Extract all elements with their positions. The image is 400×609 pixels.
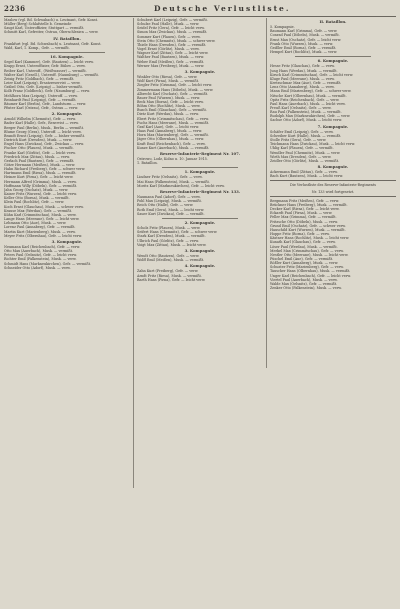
casualty-entry: Ernst Max (Oschatz), Gefr. — leicht verw. — [270, 37, 342, 42]
casualty-entry: Uhlig Karl (Plauen), Gefr. — vermißt. — [270, 146, 334, 151]
casualty-entry: Werner Max (Freiberg), Musk. — verw. — [137, 63, 205, 68]
casualty-entry: Lindner Fritz (Oelsnitz), Gefr. — verw. — [137, 175, 203, 180]
section-heading: 1. Kompagnie. — [184, 169, 216, 175]
casualty-entry: Graf Karl (Aue), Gefr. — leicht verw. — [137, 124, 200, 129]
casualty-entry: Lange Hans (Meerane), Gefr. — leicht verw. — [4, 217, 80, 222]
column-2 — [137, 18, 263, 282]
casualty-entry: Leier Karl (Leipzig), Ersatzreservist — verw. — [4, 81, 81, 86]
casualty-entry: Stein Otto (Chemnitz), Musk. — schwer verw. — [137, 38, 216, 43]
casualty-entry: Kirsch Karl (Crimmitschau), Gefr. — leicht verw. — [270, 72, 354, 77]
casualty-entry: Friedrich Max (Zittau), Musk. — verw. — [4, 154, 70, 159]
casualty-entry: Ackermann Emil (Zittau), Gefr. — verw. — [270, 170, 338, 175]
casualty-entry: Unger Karl (Reichenbach), Gefr. — leicht verw. — [270, 273, 351, 278]
casualty-entry: Bauer Paul (Wurzen), Musk. — verw. — [137, 95, 201, 100]
casualty-entry: Neumann Karl (Reichenbach), Gefr. — verw. — [4, 244, 81, 249]
casualty-entry: Bäumer Karl (Berlin), Gefr., Landsturm — verw. — [4, 101, 87, 106]
casualty-entry: Albrecht Karl (Oschatz), Gefr. — vermißt. — [137, 91, 209, 96]
casualty-entry: Otto Max (Auerbach), Musk. — vermißt. — [4, 249, 74, 254]
casualty-entry: Baumann Karl (Grimma), Gefr. — verw. — [270, 29, 338, 34]
casualty-entry: Schmidt Hans (Markneukirchen), Gefr. — vermißt. — [4, 261, 92, 266]
casualty-entry: Opitz Fritz (Reichenbach), Gefr. — verw. — [270, 97, 340, 102]
casualty-entry: Wendler Paul (Chemnitz), Musk. — verw. — [270, 150, 341, 155]
casualty-entry: Wirth Max (Dresden), Gefr. — verw. — [270, 154, 332, 159]
casualty-entry: Kunath Karl (Glauchau), Gefr. — verw. — [270, 240, 336, 245]
casualty-entry: Sommer Kurt (Plauen), Gefr. — verw. — [137, 34, 201, 39]
casualty-entry: Kraft Emil (Reichenbach), Gefr. — verw. — [137, 141, 206, 146]
section-heading: 3. Kompagnie. — [51, 238, 83, 244]
casualty-entry: Reich Otto (Halle), Gefr. — verw. — [137, 203, 194, 208]
section-heading: 8. Kompagnie. — [317, 164, 349, 169]
casualty-entry: Jahn Georg (Oschatz), Musk. — verw. — [4, 187, 69, 192]
casualty-entry: Teichmann Hans (Zwickau), Musk. — leicht verw. — [270, 142, 356, 147]
divider — [270, 180, 396, 181]
section-heading: II. Bataillon. — [319, 19, 347, 24]
casualty-entry: Beck Max (Borna), Gefr. — leicht verw. — [137, 99, 204, 104]
casualty-entry: Saupt Karl, Unteroffizier, Stuttgart — vermißt. — [4, 26, 85, 31]
casualty-entry: Kästner Hans (Rochlitz), Musk. — leicht verw. — [270, 236, 350, 241]
casualty-entry: Peters Paul (Oelsnitz), Gefr. — leicht verw. — [4, 253, 77, 258]
casualty-entry: Reinhardt Paul (Leipzig), Gefr. — vermißt. — [4, 97, 77, 102]
casualty-entry: Meyer Fritz (Olbernhau), Gefr. — leicht verw. — [4, 233, 83, 238]
casualty-entry: Brandt Ernst (Leipzig), Gefr. — bisher vermißt. — [4, 133, 86, 138]
casualty-entry: Bach Kurt (Bautzen), Musk. — leicht verw. — [270, 174, 344, 179]
casualty-entry: Schneider Otto (Adorf), Musk. — verw. — [4, 265, 71, 270]
casualty-entry: Preuß Karl (Oelsnitz), Gefr. — verw. — [270, 105, 332, 110]
casualty-entry: Arndt Fritz (Riesa), Musk. — vermißt. — [137, 273, 202, 278]
casualty-entry: Moritz Karl (Markneukirchen), Gefr. — leicht verw. — [137, 183, 225, 188]
page-number: 2236 — [4, 4, 26, 13]
casualty-entry: Bergmann Fritz (Meißen), Gefr. — verw. — [270, 198, 340, 203]
casualty-entry: Paul Hans (Auerbach), Musk. — leicht verw. — [270, 101, 346, 106]
casualty-entry: Eckardt Paul (Pirna), Musk. — verw. — [270, 211, 333, 216]
casualty-entry: Kluge Paul (Meerane), Musk. — verw. — [270, 76, 335, 81]
casualty-entry: Wolf Kurt (Pirna), Musk. — vermißt. — [137, 79, 200, 84]
casualty-entry: Vogel Ernst (Görlitz), Musk. — verw. — [137, 47, 200, 52]
casualty-entry: Püschel Emil (Aue), Gefr. — vermißt. — [270, 256, 334, 261]
casualty-entry: Naumann Paul (Adorf), Gefr. — verw. — [137, 195, 201, 200]
casualty-entry: Kolb Franz (Goldbeck), Gefr. (Naumburg) — verw. — [4, 89, 91, 94]
casualty-entry: Zahn Kurt (Freiberg), Gefr. — verw. — [137, 269, 199, 274]
casualty-entry: Kaiser Fritz (Wurzen), Gefr. — leicht verw. — [4, 192, 77, 197]
casualty-entry: Frank Otto (Wurzen), Musk. — verw. — [270, 41, 334, 46]
casualty-entry: Wolff Emil (Meißen), Musk. — vermißt. — [137, 258, 205, 263]
casualty-entry: Kühn Karl (Crimmitschau), Musk. — verw. — [4, 212, 77, 217]
casualty-entry: Mai Hans (Falkenstein), Musk. — vermißt. — [137, 179, 210, 184]
casualty-entry: Horn Max (Marienberg), Gefr. — vermißt. — [137, 133, 209, 138]
casualty-entry: Brückner Hans (Freiberg), Musk. — vermißt. — [270, 202, 348, 207]
casualty-entry: Geißler Emil (Borna), Gefr. — vermißt. — [270, 45, 337, 50]
casualty-entry: Tauscher Hans (Olbernhau), Musk. — vermißt. — [270, 269, 351, 274]
divider — [270, 196, 396, 197]
casualty-entry: Heinze Kurt (Pirna), Gefr. — leicht verw. — [4, 175, 74, 180]
column-1 — [4, 18, 130, 270]
casualty-entry: Zimmermann Hans (Döbeln), Musk. — verw. — [137, 87, 214, 92]
casualty-entry: Grund Emil (Oschatz), Gefr. — schwer verw. — [270, 223, 346, 228]
casualty-entry: Roth Emil (Gera), Musk. — leicht verw. — [137, 207, 205, 212]
section-heading: Reserve-Infanterie-Regiment Nr. 133. — [159, 188, 241, 194]
casualty-entry: Schäfer Emil (Leipzig), Gefr. — verw. — [270, 129, 334, 134]
casualty-entry: Keller Otto (Borna), Musk. — vermißt. — [4, 196, 70, 201]
casualty-entry: Dietz Kurt (Werdau), Musk. — verw. — [137, 112, 199, 117]
casualty-entry: Walde Max (Oelsnitz), Gefr. — vermißt. — [270, 281, 338, 286]
casualty-entry: Blume Georg (Gera), Unteroff. — leicht verw. — [4, 129, 82, 134]
casualty-entry: Barth Hans (Pirna), Gefr. — leicht verw. — [137, 277, 206, 282]
section-heading: Reserve-Infanterie-Regiment Nr. 107. — [159, 150, 241, 156]
casualty-entry: Ebert Fritz (Crimmitschau), Gefr. — verw. — [137, 116, 209, 121]
casualty-entry: 1. Bataillon. — [137, 161, 158, 166]
casualty-entry: Winkler Otto (Riesa), Gefr. — verw. — [137, 75, 198, 80]
casualty-entry: Sachse Otto (Adorf), Musk. — leicht verw. — [270, 118, 343, 123]
casualty-entry: Dietrich Kurt (Dresden), Musk. — verw. — [4, 138, 73, 143]
section-heading: IV. Bataillon. — [53, 35, 81, 41]
casualty-entry: Schreiber Kurt (Halle), Musk. — vermißt. — [270, 133, 342, 138]
casualty-entry: Berger Paul (Berlin), Musk., Berlin — vermißt. — [4, 125, 85, 130]
casualty-entry: Reiber Karl, Unteroff., (Weißwasser) — vermißt. — [4, 68, 87, 73]
page-header — [4, 4, 396, 17]
section-heading: 7. Kompagnie. — [317, 123, 349, 129]
casualty-entry: Kunze Kurt (Auerbach), Musk. — vermißt. — [137, 145, 210, 150]
casualty-entry: Decker Karl (Riesa), Gefr. — leicht verw. — [270, 207, 340, 212]
casualty-entry: Koch Ernst (Glauchau), Musk. — schwer verw. — [4, 204, 84, 209]
divider — [162, 218, 238, 219]
casualty-entry: Voigt Max (Zittau), Musk. — leicht verw. — [137, 242, 207, 247]
casualty-entry: Zenker Otto (Falkenstein), Musk. — verw. — [270, 286, 342, 291]
column-separator — [133, 18, 134, 488]
divider — [162, 167, 238, 168]
casualty-entry: Hartmann Emil (Riesa), Musk. — vermißt. — [4, 171, 77, 176]
casualty-entry: Mann Emil (Marienberg), Gefr. — schwer verw. — [270, 89, 352, 94]
casualty-entry: Pohl Max (Leipzig), Musk. — vermißt. — [137, 199, 202, 204]
casualty-entry: Martin Kurt (Marienberg), Musk. — verw. — [4, 229, 76, 234]
casualty-entry: Arnold Wilhelm (Chemnitz), Gefr. — verw. — [4, 117, 76, 122]
casualty-entry: Nestler Otto (Meerane), Musk. — leicht verw. — [270, 252, 349, 257]
casualty-entry: Krause Max (Werdau), Gefr. — vermißt. — [4, 208, 73, 213]
casualty-entry: Lenz Otto (Annaberg), Musk. — verw. — [270, 85, 335, 90]
casualty-entry: Stark Karl (Dresden), Musk. — vermißt. — [137, 234, 206, 239]
casualty-entry: Gerlach Paul (Bautzen), Gefr. — vermißt. — [4, 158, 75, 163]
casualty-entry: Wendt Otto (Bautzen), Gefr. — verw. — [137, 253, 200, 258]
casualty-entry: Klein Paul (Rochlitz), Gefr. — verw. — [4, 200, 65, 205]
casualty-entry: Conrad Paul (Döbeln), Musk. — vermißt. — [270, 33, 340, 38]
casualty-entry: Franke Karl (Görlitz), Gefr. — leicht verw. — [4, 150, 76, 155]
casualty-entry: Rau Paul (Falkenstein), Musk. — vermißt. — [270, 110, 342, 115]
divider — [295, 56, 371, 57]
casualty-entry: Simon Max (Zwickau), Musk. — vermißt. — [137, 30, 208, 35]
casualty-entry: Jung Hans (Werdau), Musk. — vermißt. — [270, 68, 338, 73]
casualty-entry: Segel Karl (Kammer), Gefr. (Bautzen) — leicht verw. — [4, 60, 94, 65]
casualty-entry: Lorenz Paul (Annaberg), Gefr. — vermißt. — [4, 225, 76, 230]
editorial-note: Nr. 133 wird fortgesetzt. — [311, 189, 355, 194]
casualty-entry: Hempel Kurt (Rochlitz), Musk. — verw. — [270, 50, 338, 55]
casualty-entry: Wagner Karl (Zittau), Gefr. — leicht verw. — [137, 51, 209, 56]
casualty-entry: Fischer Otto (Plauen), Musk. — vermißt. — [4, 146, 74, 151]
casualty-entry: Hermann Alfred (Grimma), Musk. — verw. — [4, 179, 77, 184]
casualty-entry: Wald, Karl, 1. Komp., Gefr. — vermißt. — [4, 45, 70, 50]
casualty-entry: Gräbel Otto, Gefr. (Leipzig) — bisher vermißt. — [4, 85, 83, 90]
divider — [29, 52, 105, 53]
running-head: Deutsche Verlustliste. — [154, 4, 291, 13]
casualty-entry: Walther Paul (Bautzen), Musk. — verw. — [137, 55, 205, 60]
casualty-entry: Engel Hans (Zwickau), Gefr., Zwickau — verw. — [4, 142, 84, 147]
casualty-entry: Rudolph Max (Markneukirchen), Gefr. — verw. — [270, 114, 351, 119]
casualty-entry: Ostrowo, Lodz, Kolno u. 10. Januar 1915. — [137, 157, 208, 161]
section-heading: 2. Kompagnie. — [184, 219, 216, 225]
casualty-entry: Kretzschmar Max (Aue), Gefr. — vermißt. — [270, 81, 342, 86]
editorial-note: Die Verlustliste des Reserve-Infanterie-Regiments — [290, 183, 376, 188]
casualty-entry: Seifert Hans (Chemnitz), Gefr. — schwer verw. — [137, 230, 218, 235]
section-heading: 2. Kompagnie. — [51, 111, 83, 117]
casualty-entry: Ulbrich Paul (Görlitz), Gefr. — verw. — [137, 238, 199, 243]
column-3 — [270, 18, 396, 290]
casualty-entry: Jäger Otto (Olbernhau), Musk. — verw. — [137, 137, 205, 142]
casualty-entry: Fritzsche Otto (Döbeln), Musk. — verw. — [270, 219, 338, 224]
casualty-entry: Haas Paul (Annaberg), Musk. — verw. — [137, 129, 203, 134]
section-heading: 3. Kompagnie. — [184, 247, 216, 253]
casualty-entry: Mehlhorn Max (Leipzig), Unteroff. — verw. — [4, 93, 78, 98]
casualty-entry: Fuchs Hans (Meerane), Musk. — vermißt. — [137, 120, 210, 125]
casualty-entry: Schubert Karl (Leipzig), Gefr. — vermißt. — [137, 18, 208, 22]
casualty-entry: Merkel Max (Crimmitschau), Gefr. — verw. — [270, 248, 344, 253]
casualty-entry: Rößler Kurt (Annaberg), Musk. — verw. — [270, 261, 339, 266]
casualty-entry: Busch Emil (Glauchau), Gefr. — vermißt. — [137, 108, 207, 113]
casualty-entry: Hauschild Kurt (Wurzen), Musk. — vermißt. — [270, 227, 346, 232]
casualty-entry: Scholz Fritz (Plauen), Musk. — verw. — [137, 226, 201, 231]
casualty-entry: Seidel Fritz (Gera), Gefr. — leicht verw. — [137, 26, 205, 31]
casualty-entry: Pfister Karl (Ostrau), Gefr., Ostrau — verw. — [4, 105, 79, 110]
column-separator — [266, 18, 267, 368]
casualty-entry: Lehmann Otto (Aue), Musk. — verw. — [4, 221, 67, 226]
casualty-entry: Böhm Otto (Rochlitz), Musk. — verw. — [137, 104, 201, 109]
section-heading: 3. Kompagnie. — [184, 68, 216, 74]
casualty-entry: Viertel Paul (Auerbach), Musk. — verw. — [270, 277, 338, 282]
casualty-entry: Schmitt Karl, Gefreiter, Ostrau, Oberschlesien — verw. — [4, 30, 99, 35]
casualty-entry: Müller (Berg) Schlafstelle b. Gemeinde — [4, 22, 72, 27]
casualty-entry: Feller Max (Grimma), Gefr. — vermißt. — [270, 215, 337, 220]
section-heading: 6. Kompagnie. — [317, 58, 349, 64]
casualty-entry: Sauer Kurt (Zwickau), Gefr. — vermißt. — [137, 211, 205, 216]
casualty-entry: Zeisig Fritz (Goldbach), Gefr. — vermißt. — [4, 76, 75, 81]
casualty-entry: Götze Hermann (Meißen), Musk. — verw. — [4, 163, 76, 167]
casualty-entry: Bader Karl (Halle), Gefr., Reservist — verw. — [4, 121, 79, 126]
casualty-entry: Hesse Fritz (Glauchau), Gefr. — verw. — [270, 64, 335, 69]
casualty-entry: 5. Kompagnie. — [270, 25, 295, 30]
casualty-entry: Stolle Fritz (Gera), Gefr. — verw. — [270, 138, 327, 143]
casualty-entry: Frankfurt (vgl. Bd. Schwabach) u. Leutnant, Gefr. Konst. — [4, 41, 102, 46]
section-heading: 16. Kompagnie. — [50, 54, 84, 60]
casualty-entry: Richter Emil (Falkenstein), Musk. — verw. — [4, 257, 77, 262]
casualty-entry: Hoffmann Willy (Döbeln), Gefr. — vermißt. — [4, 183, 78, 188]
casualty-entry: Löser Paul (Werdau), Musk. — vermißt. — [270, 244, 338, 249]
casualty-entry: Schulze Paul (Halle), Musk. — verw. — [137, 22, 200, 27]
casualty-entry: Nitsche Kurt (Olbernhau), Musk. — vermißt. — [270, 93, 347, 98]
casualty-entry: Hoppe Fritz (Borna), Gefr. — verw. — [270, 232, 330, 237]
casualty-entry: Zeidler Otto (Görlitz), Musk. — vermißt. — [270, 158, 340, 163]
casualty-entry: Ziegler Fritz (Grimma), Gefr. — leicht verw. — [137, 83, 213, 88]
casualty-entry: Krapp Ernst, Unteroffizier, Gefr. Bülow — verw. — [4, 64, 86, 69]
casualty-entry: Weber Emil (Meißen), Gefr. — vermißt. — [137, 59, 205, 64]
casualty-entry: Walter Karl (Gesell.), Unteroff. (Naumburg) — vermißt. — [4, 72, 99, 77]
casualty-entry: Schuster Fritz (Marienberg), Gefr. — verw. — [270, 265, 344, 270]
casualty-entry: Hahn Richard (Freiberg), Gefr. — schwer verw. — [4, 167, 86, 172]
casualty-entry: Thiele Hans (Dresden), Gefr. — vermißt. — [137, 42, 207, 47]
casualty-entry: Maslow (vgl. Bd. Schwabach) u. Leutnant, Gefr. Konst. — [4, 18, 99, 22]
section-heading: 4. Kompagnie. — [184, 263, 216, 269]
